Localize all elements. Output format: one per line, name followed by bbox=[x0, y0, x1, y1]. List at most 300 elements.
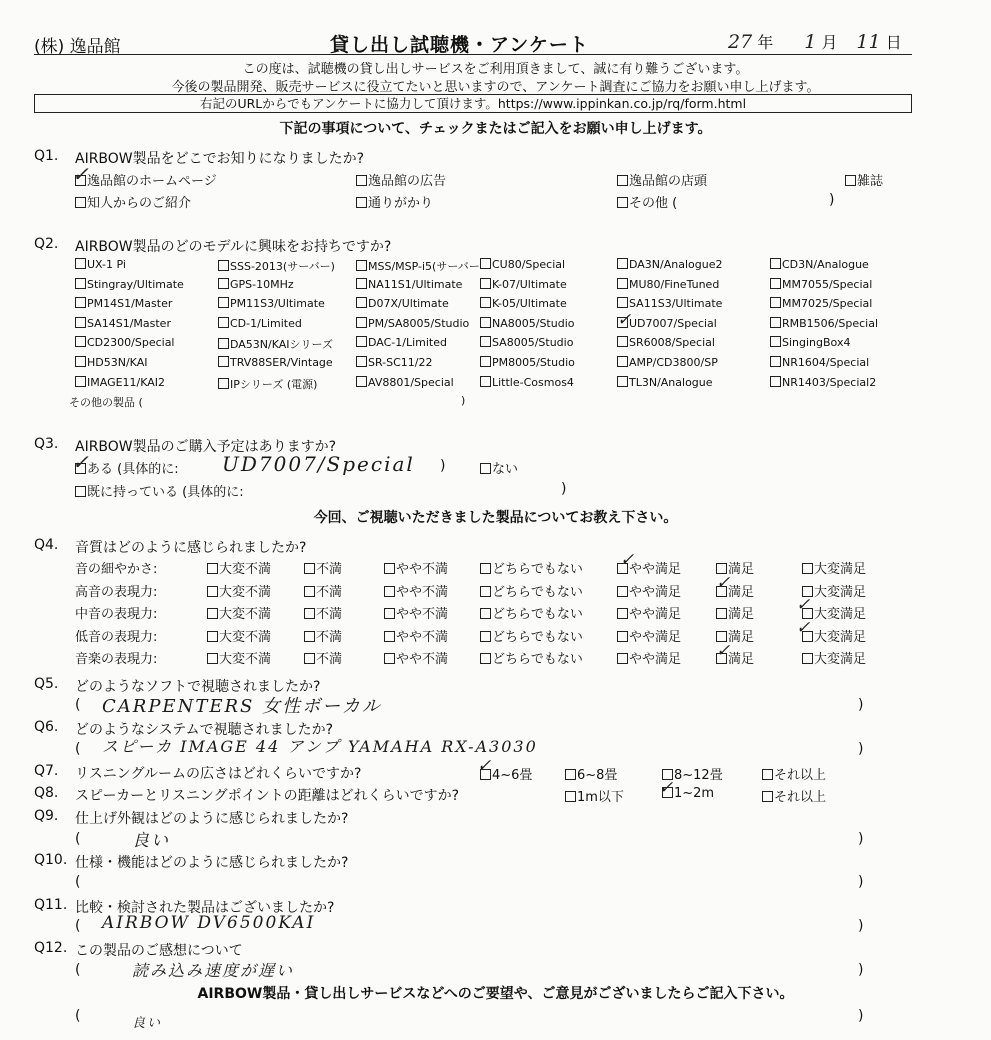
q4-rating-label: やや不満 bbox=[396, 607, 449, 622]
q4-rating-label: やや不満 bbox=[396, 584, 449, 600]
q6-label: Q6. bbox=[34, 719, 59, 735]
intro-line-2: 今後の製品開発、販売サービスに役立てたいと思いますので、アンケート調査にご協力をお願い申し上げます。 bbox=[171, 80, 820, 95]
q1-opt-magazine[interactable]: 雑誌 bbox=[845, 170, 883, 189]
q4-rating-label: 不満 bbox=[316, 584, 343, 600]
q9-close: ) bbox=[858, 831, 864, 847]
q1-opt-passing[interactable]: 通りがかり bbox=[356, 192, 433, 211]
q5-close: ) bbox=[858, 697, 864, 713]
q4-rating-label: 大変満足 bbox=[814, 584, 867, 600]
q4-rating-option[interactable] bbox=[207, 603, 271, 622]
q4-rating-option[interactable] bbox=[617, 648, 681, 667]
checkbox-icon[interactable] bbox=[565, 769, 576, 780]
checkbox-icon[interactable] bbox=[617, 278, 628, 289]
q2-model-option[interactable] bbox=[770, 336, 850, 349]
checkbox-icon[interactable] bbox=[770, 356, 781, 367]
q2-model-option[interactable] bbox=[75, 317, 171, 330]
q2-model-option[interactable] bbox=[480, 317, 575, 330]
checkbox-icon[interactable] bbox=[356, 260, 367, 271]
q2-model-label: Stingray/Ultimate bbox=[87, 277, 184, 291]
checkbox-icon[interactable] bbox=[480, 297, 491, 308]
checkbox-icon[interactable] bbox=[356, 336, 367, 347]
checkbox-icon[interactable] bbox=[480, 608, 491, 619]
q2-model-label: MM7055/Special bbox=[782, 277, 873, 291]
q4-rating-label: 不満 bbox=[316, 562, 343, 577]
q4-rating-label: やや満足 bbox=[629, 652, 682, 667]
checkbox-icon[interactable] bbox=[617, 258, 628, 269]
q4-rating-label: 大変満足 bbox=[814, 629, 867, 645]
q2-model-option[interactable] bbox=[617, 258, 722, 271]
q4-rating-label: どちらでもない bbox=[492, 629, 583, 645]
checkbox-icon[interactable] bbox=[617, 336, 628, 347]
q4-rating-option[interactable] bbox=[304, 558, 342, 577]
q4-text: 音質はどのように感じられましたか? bbox=[75, 540, 307, 556]
q8-opt-2[interactable]: 1~2m bbox=[662, 786, 714, 801]
q4-rating-option[interactable] bbox=[304, 581, 342, 600]
q2-model-option[interactable] bbox=[356, 317, 469, 330]
q11-label: Q11. bbox=[34, 897, 68, 913]
checkbox-icon[interactable] bbox=[304, 586, 315, 597]
q2-model-label: CD2300/Special bbox=[87, 336, 175, 350]
q2-model-label: SR-SC11/22 bbox=[368, 356, 433, 369]
q12-close: ) bbox=[858, 962, 864, 978]
q2-model-option[interactable] bbox=[617, 376, 713, 389]
q8-opt-3[interactable]: それ以上 bbox=[762, 786, 826, 805]
checkbox-icon[interactable] bbox=[617, 608, 628, 619]
checkbox-icon[interactable] bbox=[770, 336, 781, 347]
q2-model-label: PM14S1/Master bbox=[87, 297, 173, 311]
q7-opt-3[interactable]: 8~12畳 bbox=[662, 764, 723, 783]
q2-model-label: NA11S1/Ultimate bbox=[368, 277, 463, 291]
checkbox-icon[interactable] bbox=[75, 297, 86, 308]
checkbox-icon[interactable] bbox=[480, 376, 491, 387]
q2-model-option[interactable] bbox=[218, 317, 302, 330]
q4-rating-label: 大変満足 bbox=[814, 652, 867, 667]
q2-model-option[interactable] bbox=[480, 258, 565, 271]
q4-rating-option[interactable] bbox=[384, 581, 448, 600]
q2-model-option[interactable] bbox=[770, 258, 869, 271]
checkbox-icon[interactable] bbox=[384, 608, 395, 619]
q4-rating-option[interactable] bbox=[617, 603, 681, 622]
q2-model-label: PM/SA8005/Studio bbox=[368, 316, 470, 330]
q2-model-label: HD53N/KAI bbox=[87, 356, 148, 369]
checkbox-icon[interactable] bbox=[617, 297, 628, 308]
checkbox-icon[interactable] bbox=[716, 608, 727, 619]
q11-open: ( bbox=[75, 918, 81, 934]
q2-model-option[interactable] bbox=[617, 297, 722, 310]
q2-model-option[interactable] bbox=[75, 297, 172, 310]
q2-model-option[interactable] bbox=[218, 258, 335, 274]
q4-rating-label: やや満足 bbox=[629, 562, 682, 577]
q2-model-label: K-05/Ultimate bbox=[492, 297, 567, 311]
q6-answer[interactable]: スピーカ IMAGE 44 アンプ YAMAHA RX-A3030 bbox=[102, 737, 538, 756]
q2-model-option[interactable] bbox=[480, 336, 573, 349]
checkbox-icon[interactable] bbox=[617, 356, 628, 367]
checkbox-icon[interactable] bbox=[617, 631, 628, 642]
checkbox-icon[interactable] bbox=[617, 197, 628, 208]
checkbox-icon[interactable] bbox=[565, 791, 576, 802]
q2-model-option[interactable] bbox=[356, 297, 449, 310]
checkbox-icon[interactable] bbox=[802, 563, 813, 574]
q2-model-label: Little-Cosmos4 bbox=[492, 375, 574, 389]
checkbox-icon[interactable] bbox=[480, 317, 491, 328]
q4-rating-label: どちらでもない bbox=[492, 584, 583, 600]
checkbox-icon[interactable] bbox=[304, 563, 315, 574]
instruction: 下記の事項について、チェックまたはご記入をお願い申し上げます。 bbox=[279, 121, 712, 137]
checkbox-icon[interactable] bbox=[75, 317, 86, 328]
q2-model-label: DA3N/Analogue2 bbox=[629, 258, 723, 271]
checkbox-icon[interactable] bbox=[480, 586, 491, 597]
q2-label: Q2. bbox=[34, 236, 59, 252]
q4-rating-option[interactable] bbox=[480, 558, 583, 577]
checkbox-icon[interactable] bbox=[218, 297, 229, 308]
q12-label: Q12. bbox=[34, 940, 68, 956]
q2-model-label: GPS-10MHz bbox=[230, 277, 294, 291]
checkbox-icon[interactable] bbox=[207, 631, 218, 642]
checkbox-icon[interactable] bbox=[218, 260, 229, 271]
q7-opt-2[interactable]: 6~8畳 bbox=[565, 764, 617, 783]
q4-rating-option[interactable] bbox=[384, 626, 448, 645]
q2-model-label: DAC-1/Limited bbox=[368, 336, 447, 350]
q4-rating-label: 大変不満 bbox=[219, 607, 272, 622]
q2-model-label: NA8005/Studio bbox=[492, 316, 575, 330]
checkbox-icon[interactable] bbox=[480, 463, 491, 474]
q5-open: ( bbox=[75, 697, 81, 713]
q3-label: Q3. bbox=[34, 436, 59, 452]
q4-rating-label: 大変不満 bbox=[219, 562, 272, 577]
q2-model-label: SA11S3/Ultimate bbox=[629, 297, 723, 311]
q4-rating-option[interactable] bbox=[617, 626, 681, 645]
q3-own-close: ) bbox=[561, 481, 567, 497]
date-month: 1 bbox=[804, 31, 817, 53]
checkbox-icon[interactable] bbox=[480, 653, 491, 664]
q2-model-label: IPシリーズ (電源) bbox=[230, 377, 318, 391]
q4-rating-label: 満足 bbox=[728, 629, 755, 645]
q2-model-label: IMAGE11/KAI2 bbox=[87, 375, 166, 389]
q2-model-label: DA53N/KAIシリーズ bbox=[230, 338, 333, 352]
checkbox-icon[interactable] bbox=[75, 376, 86, 387]
checkbox-icon[interactable] bbox=[218, 356, 229, 367]
q4-rating-option[interactable] bbox=[617, 581, 681, 600]
q2-model-label: SA8005/Studio bbox=[492, 336, 574, 350]
q6-open: ( bbox=[75, 741, 81, 757]
check-mark-icon: ✓ bbox=[477, 756, 492, 776]
checkbox-icon[interactable] bbox=[304, 653, 315, 664]
date-month-unit: 月 bbox=[821, 33, 838, 52]
checkbox-icon[interactable] bbox=[218, 317, 229, 328]
check-mark-icon: ✓ bbox=[617, 310, 632, 330]
final-answer[interactable]: 良い bbox=[132, 1016, 163, 1031]
checkbox-icon[interactable] bbox=[356, 356, 367, 367]
q10-close: ) bbox=[858, 874, 864, 890]
check-mark-icon: ✓ bbox=[796, 618, 811, 638]
q1-opt-store[interactable]: 逸品館の店頭 bbox=[617, 170, 707, 189]
q7-opt-1[interactable]: 4~6畳 bbox=[480, 764, 532, 783]
q2-other-close: ) bbox=[461, 394, 466, 407]
checkbox-icon[interactable] bbox=[356, 197, 367, 208]
q1-opt-homepage[interactable]: 逸品館のホームページ bbox=[75, 170, 217, 189]
checkbox-icon[interactable] bbox=[207, 586, 218, 597]
q4-label: Q4. bbox=[34, 537, 59, 553]
form-title: 貸し出し試聴機・アンケート bbox=[330, 34, 589, 56]
q10-open: ( bbox=[75, 874, 81, 890]
q4-rating-option[interactable] bbox=[802, 558, 866, 577]
q2-model-option[interactable] bbox=[617, 317, 717, 330]
q3-yes-answer[interactable]: UD7007/Special bbox=[222, 452, 415, 476]
checkbox-icon[interactable] bbox=[770, 258, 781, 269]
checkbox-icon[interactable] bbox=[480, 258, 491, 269]
q2-model-option[interactable] bbox=[770, 376, 876, 389]
checkbox-icon[interactable] bbox=[356, 317, 367, 328]
q4-rating-label: 満足 bbox=[728, 562, 755, 577]
q4-rating-label: 大変満足 bbox=[814, 562, 867, 577]
q4-rating-label: どちらでもない bbox=[492, 562, 583, 577]
q2-model-label: PM11S3/Ultimate bbox=[230, 297, 325, 311]
checkbox-icon[interactable] bbox=[762, 791, 773, 802]
q4-rating-label: 不満 bbox=[316, 629, 343, 645]
q6-close: ) bbox=[858, 741, 864, 757]
q2-model-option[interactable] bbox=[770, 297, 872, 310]
q4-rating-option[interactable] bbox=[207, 558, 271, 577]
q2-model-option[interactable] bbox=[480, 356, 575, 369]
q2-model-label: MU80/FineTuned bbox=[629, 277, 720, 291]
checkbox-icon[interactable] bbox=[384, 631, 395, 642]
q8-label: Q8. bbox=[34, 785, 59, 801]
q2-model-option[interactable] bbox=[480, 278, 567, 291]
q4-rating-label: やや不満 bbox=[396, 652, 449, 667]
q4-rating-label: 満足 bbox=[728, 607, 755, 622]
q4-rating-option[interactable] bbox=[304, 626, 342, 645]
checkbox-icon[interactable] bbox=[218, 338, 229, 349]
q2-model-option[interactable] bbox=[480, 297, 567, 310]
q2-model-option[interactable] bbox=[617, 356, 718, 369]
q4-rating-option[interactable] bbox=[207, 581, 271, 600]
q4-row-label: 低音の表現力: bbox=[75, 629, 158, 645]
q4-rating-label: 大変満足 bbox=[814, 607, 867, 622]
check-mark-icon: ✓ bbox=[72, 162, 89, 186]
q2-model-label: SR6008/Special bbox=[629, 336, 715, 350]
checkbox-icon[interactable] bbox=[304, 631, 315, 642]
q4-rating-option[interactable] bbox=[716, 603, 754, 622]
q4-rating-label: どちらでもない bbox=[492, 652, 583, 667]
checkbox-icon[interactable] bbox=[480, 336, 491, 347]
q12-text: この製品のご感想について bbox=[75, 943, 243, 959]
q2-model-option[interactable] bbox=[356, 336, 447, 349]
checkbox-icon[interactable] bbox=[480, 356, 491, 367]
checkbox-icon[interactable] bbox=[207, 653, 218, 664]
intro-line-1: この度は、試聴機の貸し出しサービスをご利用頂きまして、誠に有り難うございます。 bbox=[242, 62, 749, 77]
q2-model-option[interactable] bbox=[770, 356, 869, 369]
checkbox-icon[interactable] bbox=[770, 278, 781, 289]
q2-model-label: CD-1/Limited bbox=[230, 316, 302, 330]
q2-model-option[interactable] bbox=[75, 258, 126, 271]
q4-rating-label: 不満 bbox=[316, 652, 343, 667]
checkbox-icon[interactable] bbox=[617, 376, 628, 387]
checkbox-icon[interactable] bbox=[770, 376, 781, 387]
checkbox-icon[interactable] bbox=[75, 356, 86, 367]
q7-opt-4[interactable]: それ以上 bbox=[762, 764, 826, 783]
checkbox-icon[interactable] bbox=[716, 631, 727, 642]
q3-opt-no[interactable]: ない bbox=[480, 458, 518, 477]
header-rule bbox=[34, 54, 912, 55]
form-date[interactable] bbox=[728, 30, 902, 53]
q2-model-label: AV8801/Special bbox=[368, 375, 454, 389]
q4-rating-option[interactable] bbox=[207, 626, 271, 645]
q9-answer[interactable]: 良い bbox=[132, 831, 170, 851]
q2-model-option[interactable] bbox=[356, 356, 433, 369]
q2-model-option[interactable] bbox=[356, 258, 480, 274]
q1-text: AIRBOW製品をどこでお知りになりましたか? bbox=[75, 151, 365, 167]
check-mark-icon: ✓ bbox=[796, 595, 811, 615]
q4-rating-option[interactable] bbox=[304, 603, 342, 622]
q1-opt-friend[interactable]: 知人からのご紹介 bbox=[75, 192, 191, 211]
q2-model-option[interactable] bbox=[770, 278, 872, 291]
date-year-unit: 年 bbox=[757, 33, 774, 52]
q4-rating-option[interactable] bbox=[480, 648, 583, 667]
check-mark-icon: ✓ bbox=[716, 573, 731, 593]
date-year: 27 bbox=[728, 31, 753, 53]
checkbox-icon[interactable] bbox=[617, 653, 628, 664]
q2-model-option[interactable] bbox=[356, 278, 462, 291]
q10-label: Q10. bbox=[34, 852, 68, 868]
q2-model-option[interactable] bbox=[770, 317, 878, 330]
checkbox-icon[interactable] bbox=[617, 586, 628, 597]
q4-rating-option[interactable] bbox=[802, 581, 866, 600]
checkbox-icon[interactable] bbox=[356, 376, 367, 387]
checkbox-icon[interactable] bbox=[384, 653, 395, 664]
q4-rating-option[interactable] bbox=[384, 648, 448, 667]
q4-rating-label: 不満 bbox=[316, 607, 343, 622]
q4-rating-option[interactable] bbox=[384, 558, 448, 577]
q9-open: ( bbox=[75, 831, 81, 847]
checkbox-icon[interactable] bbox=[770, 317, 781, 328]
q5-label: Q5. bbox=[34, 676, 59, 692]
checkbox-icon[interactable] bbox=[75, 486, 86, 497]
q7-text: リスニングルームの広さはどれくらいですか? bbox=[75, 766, 362, 782]
q2-model-label: CU80/Special bbox=[492, 258, 566, 271]
q3-text: AIRBOW製品のご購入予定はありますか? bbox=[75, 439, 337, 455]
company-name: (株) 逸品館 bbox=[34, 37, 121, 57]
checkbox-icon[interactable] bbox=[304, 608, 315, 619]
q4-rating-label: やや満足 bbox=[629, 584, 682, 600]
q4-rating-option[interactable] bbox=[480, 603, 583, 622]
checkbox-icon[interactable] bbox=[384, 563, 395, 574]
q2-model-label: MSS/MSP-i5(サーバー bbox=[368, 260, 480, 273]
q4-rating-option[interactable] bbox=[480, 626, 583, 645]
q4-rating-option[interactable] bbox=[480, 581, 583, 600]
q1-other-close: ) bbox=[829, 192, 835, 208]
checkbox-icon[interactable] bbox=[356, 278, 367, 289]
q3-opt-yes[interactable]: ある (具体的に: bbox=[75, 458, 179, 477]
checkbox-icon[interactable] bbox=[356, 175, 367, 186]
q12-answer[interactable]: 読み込み速度が遅い bbox=[132, 961, 295, 980]
checkbox-icon[interactable] bbox=[207, 563, 218, 574]
url-line: 右記のURLからでもアンケートに協力して頂けます。https://www.ippinkan.co.jp/rq/form.html bbox=[199, 96, 747, 111]
checkbox-icon[interactable] bbox=[617, 175, 628, 186]
q2-model-option[interactable] bbox=[75, 376, 165, 389]
checkbox-icon[interactable] bbox=[356, 297, 367, 308]
checkbox-icon[interactable] bbox=[770, 297, 781, 308]
q2-model-option[interactable] bbox=[218, 297, 325, 310]
q4-rating-label: やや不満 bbox=[396, 562, 449, 577]
q2-other-label[interactable]: その他の製品 ( bbox=[69, 396, 143, 409]
q4-rating-option[interactable] bbox=[802, 648, 866, 667]
mid-heading: 今回、ご視聴いただきました製品についてお教え下さい。 bbox=[313, 510, 678, 526]
q2-model-option[interactable] bbox=[480, 376, 574, 389]
q4-rating-label: 大変不満 bbox=[219, 652, 272, 667]
q4-rating-label: 満足 bbox=[728, 652, 755, 667]
checkbox-icon[interactable] bbox=[480, 631, 491, 642]
q2-model-option[interactable] bbox=[218, 278, 294, 291]
q4-rating-option[interactable] bbox=[304, 648, 342, 667]
checkbox-icon[interactable] bbox=[75, 258, 86, 269]
q2-model-option[interactable] bbox=[218, 356, 333, 369]
checkbox-icon[interactable] bbox=[75, 278, 86, 289]
q4-row-label: 中音の表現力: bbox=[75, 607, 158, 622]
q2-model-option[interactable] bbox=[218, 336, 333, 352]
checkbox-icon[interactable] bbox=[207, 608, 218, 619]
checkbox-icon[interactable] bbox=[845, 175, 856, 186]
q2-model-option[interactable] bbox=[617, 278, 719, 291]
checkbox-icon[interactable] bbox=[75, 336, 86, 347]
final-open: ( bbox=[75, 1008, 81, 1024]
checkbox-icon[interactable] bbox=[480, 278, 491, 289]
checkbox-icon[interactable] bbox=[218, 378, 229, 389]
q4-rating-label: どちらでもない bbox=[492, 607, 583, 622]
q4-rating-option[interactable] bbox=[207, 648, 271, 667]
checkbox-icon[interactable] bbox=[802, 653, 813, 664]
q2-model-option[interactable] bbox=[218, 376, 317, 392]
q4-rating-option[interactable] bbox=[802, 626, 866, 645]
date-day: 11 bbox=[856, 31, 881, 53]
q4-rating-option[interactable] bbox=[384, 603, 448, 622]
q9-text: 仕上げ外観はどのように感じられましたか? bbox=[75, 811, 349, 827]
q11-close: ) bbox=[858, 918, 864, 934]
q8-opt-1[interactable]: 1m以下 bbox=[565, 786, 624, 805]
q2-model-label: TRV88SER/Vintage bbox=[230, 356, 333, 369]
q1-label: Q1. bbox=[34, 148, 59, 164]
q2-model-label: NR1604/Special bbox=[782, 356, 870, 369]
check-mark-icon: ✓ bbox=[72, 450, 89, 474]
q9-label: Q9. bbox=[34, 808, 59, 824]
q2-model-option[interactable] bbox=[75, 278, 184, 291]
q4-row-label: 音楽の表現力: bbox=[75, 652, 158, 667]
q4-rating-option[interactable] bbox=[802, 603, 866, 622]
q6-text: どのようなシステムで視聴されましたか? bbox=[75, 722, 334, 738]
q2-model-option[interactable] bbox=[75, 356, 147, 369]
q2-model-option[interactable] bbox=[617, 336, 715, 349]
q2-model-label: NR1403/Special2 bbox=[782, 375, 877, 389]
checkbox-icon[interactable] bbox=[75, 197, 86, 208]
q2-model-label: RMB1506/Special bbox=[782, 316, 879, 330]
q2-model-option[interactable] bbox=[356, 376, 454, 389]
checkbox-icon[interactable] bbox=[762, 769, 773, 780]
q11-answer[interactable]: AIRBOW DV6500KAI bbox=[102, 913, 316, 933]
checkbox-icon[interactable] bbox=[384, 586, 395, 597]
q5-answer[interactable]: CARPENTERS 女性ボーカル bbox=[102, 696, 382, 717]
check-mark-icon: ✓ bbox=[620, 550, 635, 570]
q3-yes-close: ) bbox=[440, 458, 446, 474]
q1-opt-other[interactable]: その他 ( bbox=[617, 192, 677, 211]
q3-opt-own[interactable]: 既に持っている (具体的に: bbox=[75, 481, 244, 500]
checkbox-icon[interactable] bbox=[218, 278, 229, 289]
q2-model-option[interactable] bbox=[75, 336, 174, 349]
q5-text: どのようなソフトで視聴されましたか? bbox=[75, 679, 321, 695]
q1-opt-ad[interactable]: 逸品館の広告 bbox=[356, 170, 446, 189]
q2-model-label: K-07/Ultimate bbox=[492, 277, 567, 291]
checkbox-icon[interactable] bbox=[480, 563, 491, 574]
q2-model-label: PM8005/Studio bbox=[492, 356, 575, 369]
q2-model-label: SA14S1/Master bbox=[87, 316, 171, 330]
